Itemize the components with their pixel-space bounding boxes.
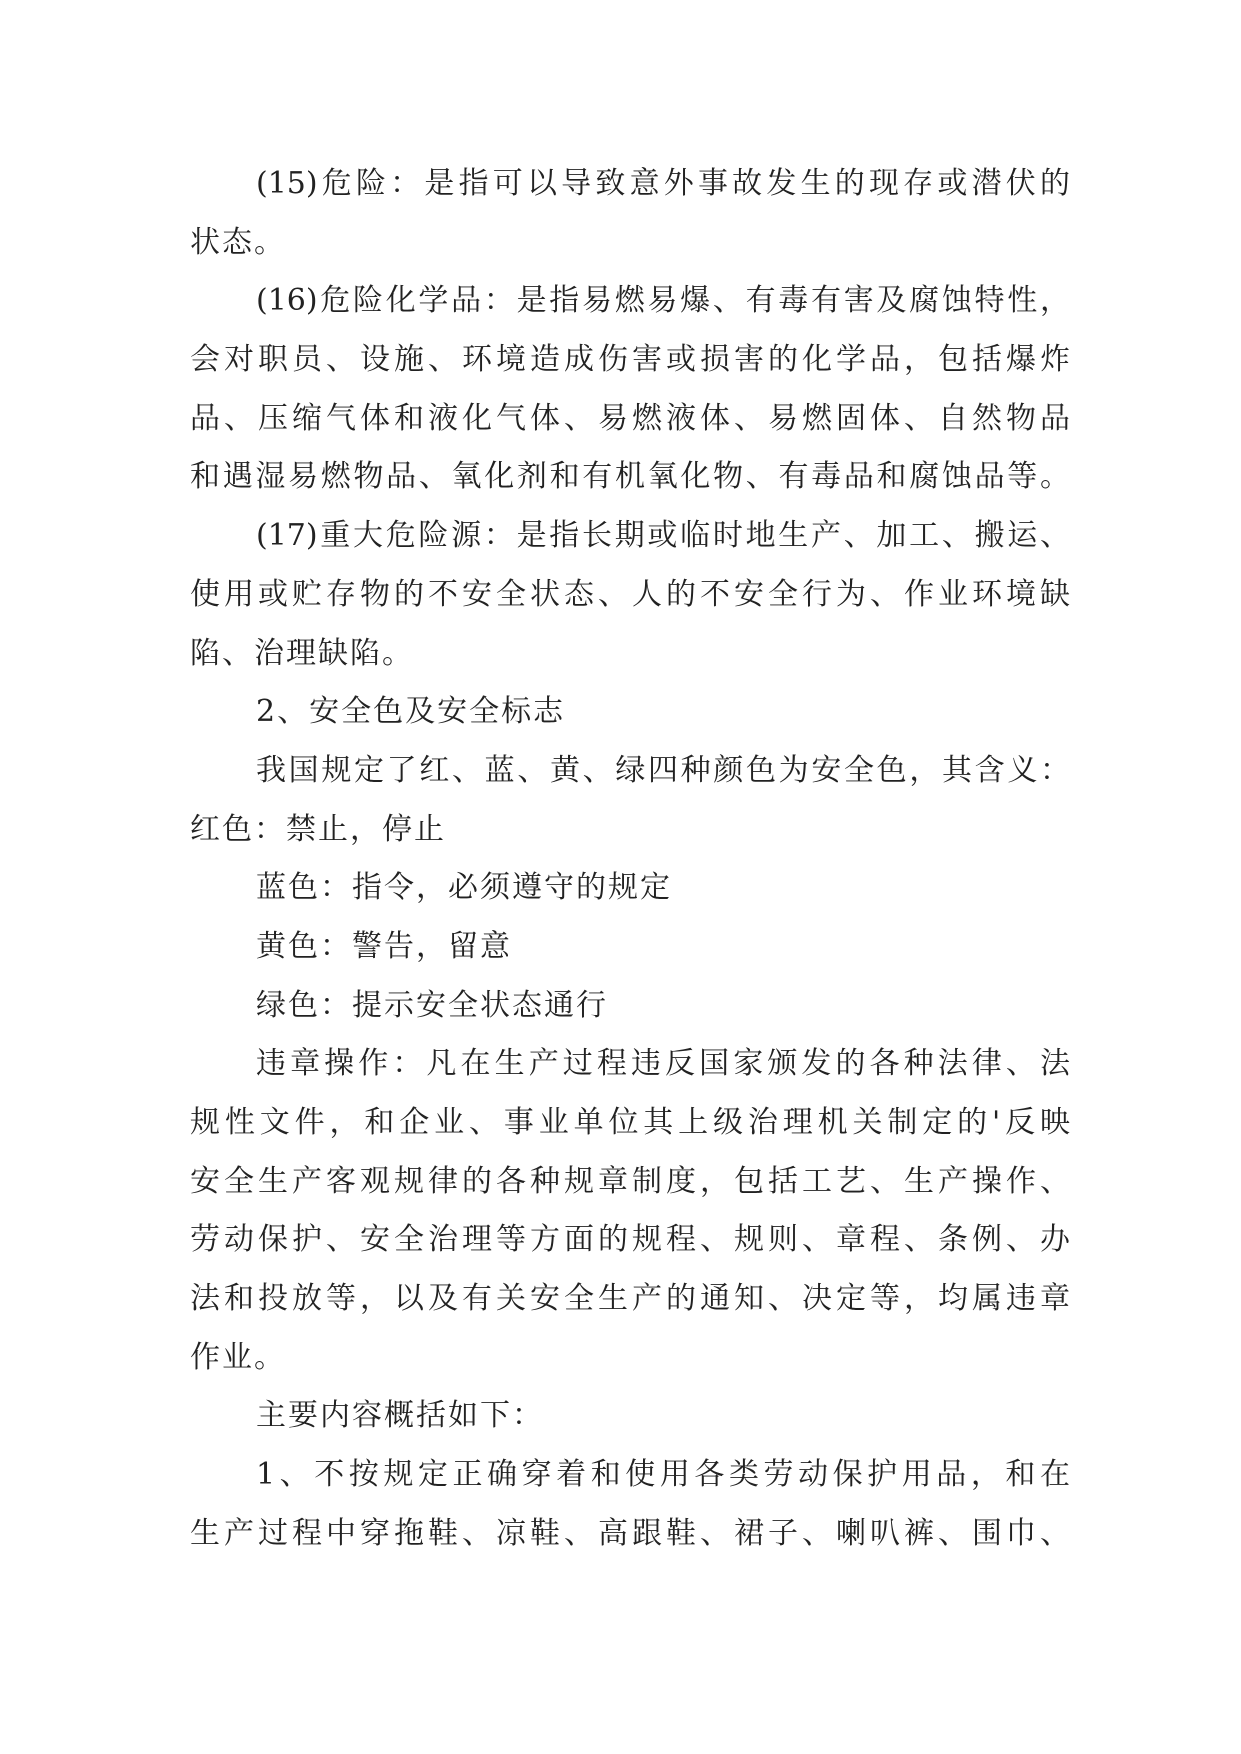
text-line: 生产过程中穿拖鞋、凉鞋、高跟鞋、裙子、喇叭裤、围巾、 bbox=[190, 1515, 1070, 1551]
text-line: 绿色：提示安全状态通行 bbox=[256, 987, 608, 1023]
text-line: 安全生产客观规律的各种规章制度，包括工艺、生产操作、 bbox=[190, 1163, 1070, 1199]
text-line: 蓝色：指令，必须遵守的规定 bbox=[256, 870, 672, 906]
text-line: 黄色：警告，留意 bbox=[256, 928, 512, 964]
text-line: 我国规定了红、蓝、黄、绿四种颜色为安全色，其含义： bbox=[256, 752, 1070, 788]
text-line: (17)重大危险源：是指长期或临时地生产、加工、搬运、 bbox=[256, 518, 1070, 554]
text-line: 使用或贮存物的不安全状态、人的不安全行为、作业环境缺 bbox=[190, 576, 1070, 612]
text-line: 会对职员、设施、环境造成伤害或损害的化学品，包括爆炸 bbox=[190, 342, 1070, 378]
text-line: 法和投放等，以及有关安全生产的通知、决定等，均属违章 bbox=[190, 1281, 1070, 1317]
text-line: 品、压缩气体和液化气体、易燃液体、易燃固体、自然物品 bbox=[190, 400, 1070, 436]
text-line: 和遇湿易燃物品、氧化剂和有机氧化物、有毒品和腐蚀品等。 bbox=[190, 459, 1070, 495]
text-line: (15)危险：是指可以导致意外事故发生的现存或潜伏的 bbox=[256, 166, 1070, 201]
text-line: 劳动保护、安全治理等方面的规程、规则、章程、条例、办 bbox=[190, 1222, 1070, 1258]
text-line: 陷、治理缺陷。 bbox=[190, 635, 414, 671]
text-line: 违章操作：凡在生产过程违反国家颁发的各种法律、法 bbox=[256, 1046, 1070, 1082]
text-line: 规性文件，和企业、事业单位其上级治理机关制定的'反映 bbox=[190, 1105, 1070, 1140]
text-line: 作业。 bbox=[190, 1339, 286, 1375]
text-line: 状态。 bbox=[190, 224, 286, 260]
section-heading: 2、安全色及安全标志 bbox=[256, 694, 566, 730]
text-line: (16)危险化学品：是指易燃易爆、有毒有害及腐蚀特性， bbox=[256, 283, 1070, 319]
document-body bbox=[190, 155, 1070, 1564]
text-line: 主要内容概括如下： bbox=[256, 1398, 544, 1434]
text-line: 1、不按规定正确穿着和使用各类劳动保护用品，和在 bbox=[256, 1457, 1070, 1493]
text-line: 红色：禁止，停止 bbox=[190, 811, 446, 847]
